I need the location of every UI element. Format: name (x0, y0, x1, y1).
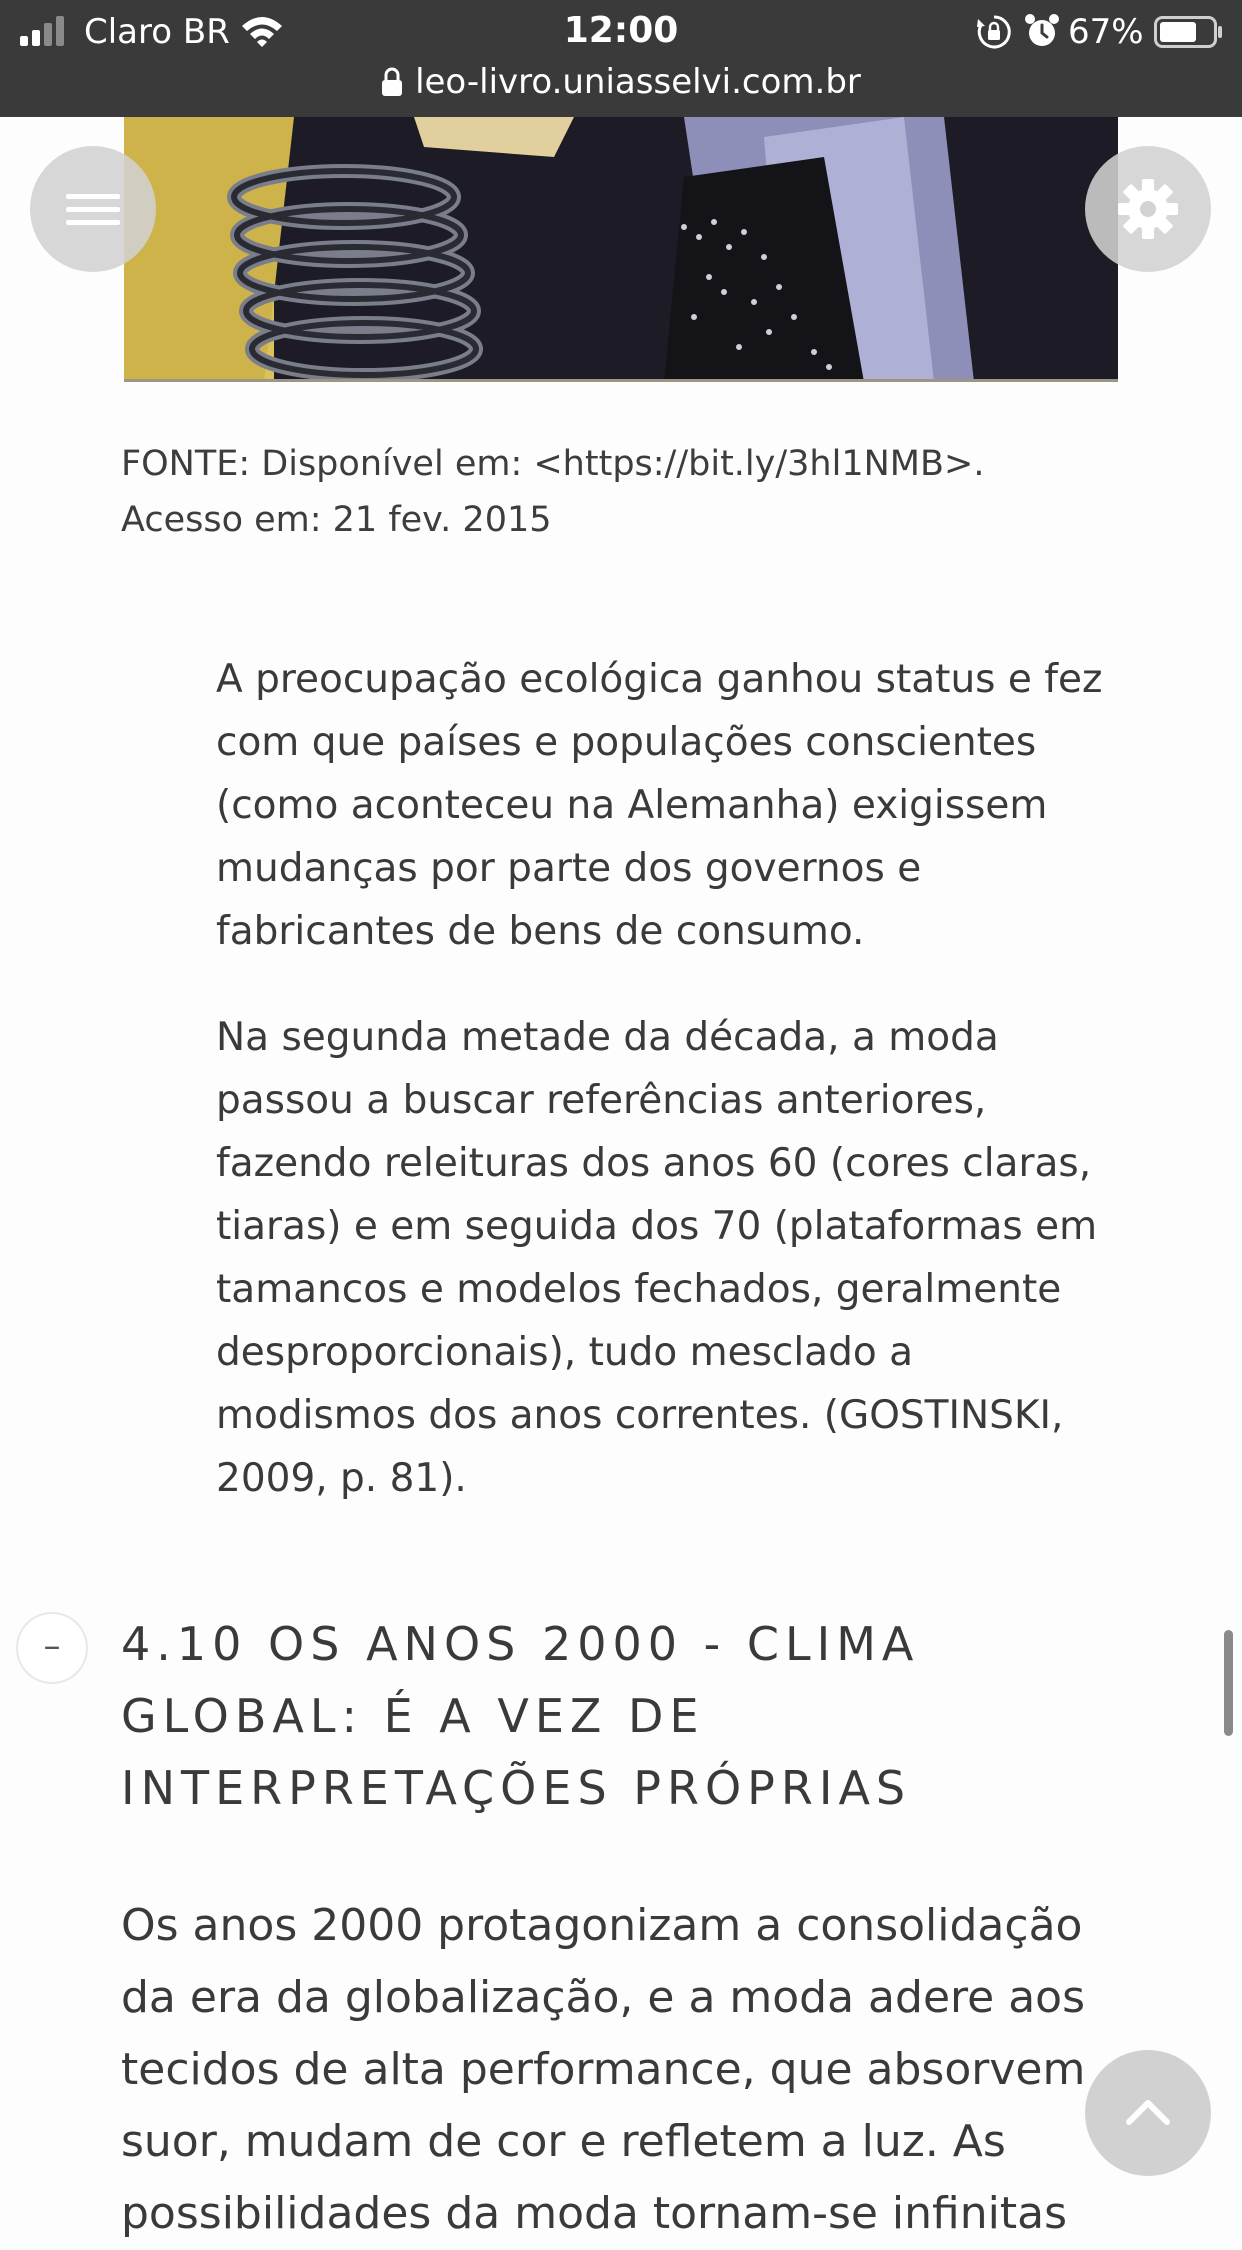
status-bar (0, 0, 1242, 62)
scrollbar-thumb[interactable] (1224, 1630, 1233, 1736)
battery-icon (1154, 16, 1224, 48)
section-collapse-toggle[interactable]: – (16, 1612, 88, 1684)
hamburger-menu-icon (30, 146, 156, 272)
heading-line-1: 4.10 OS ANOS 2000 - CLIMA (121, 1617, 920, 1671)
gear-icon (1085, 146, 1211, 272)
padlock-icon (381, 67, 403, 97)
alarm-icon (1024, 13, 1060, 49)
caption-source: FONTE: Disponível em: <https://bit.ly/3hl1NMB>. (121, 444, 985, 484)
settings-button[interactable] (1085, 146, 1211, 272)
clock: 12:00 (563, 10, 679, 51)
signal-icon (20, 16, 72, 46)
body-line-3: tecidos de alta performance, que absorvem (121, 2044, 1086, 2095)
heading-line-2: GLOBAL: É A VEZ DE (121, 1689, 705, 1743)
body-line-1: Os anos 2000 protagonizam a consolidação (121, 1900, 1083, 1951)
quote-paragraph-1: A preocupação ecológica ganhou status e fez com que países e populações conscientes (como aconteceu na Alemanha) exigissem mudanças por parte dos governos e fabricantes de bens de consumo. (216, 657, 1103, 954)
back-to-top-button[interactable] (1085, 2050, 1211, 2176)
wifi-icon (240, 14, 284, 48)
chevron-up-icon (1085, 2050, 1211, 2176)
section-body (121, 1890, 1121, 2250)
caption-access-date: Acesso em: 21 fev. 2015 (121, 500, 552, 540)
body-line-2: da era da globalização, e a moda adere aos (121, 1972, 1086, 2023)
body-line-4: suor, mudam de cor e refletem a luz. As (121, 2116, 1006, 2167)
url-text[interactable]: leo-livro.uniasselvi.com.br (415, 62, 861, 102)
fashion-photo-illustration (124, 117, 1118, 382)
browser-top-bar (0, 0, 1242, 117)
fashion-photo (124, 117, 1118, 382)
quote-paragraph-2: Na segunda metade da década, a moda passou a buscar referências anteriores, fazendo releituras dos anos 60 (cores claras, tiaras) e em seguida dos 70 (plataformas em tamancos e modelos fechados, geralmente desproporcionais), tudo mesclado a modismos dos anos correntes. (GOSTINSKI, 2009, p. 81). (216, 1015, 1098, 1501)
heading-line-3: INTERPRETAÇÕES PRÓPRIAS (121, 1761, 912, 1815)
menu-button[interactable] (30, 146, 156, 272)
figure-caption (121, 436, 1101, 548)
section-heading (121, 1608, 1121, 1824)
battery-percentage: 67% (1068, 12, 1144, 52)
address-bar[interactable] (0, 58, 1242, 110)
carrier-name: Claro BR (84, 12, 230, 52)
rotation-lock-icon (976, 14, 1012, 50)
body-line-5: possibilidades da moda tornam-se infinitas (121, 2188, 1067, 2239)
